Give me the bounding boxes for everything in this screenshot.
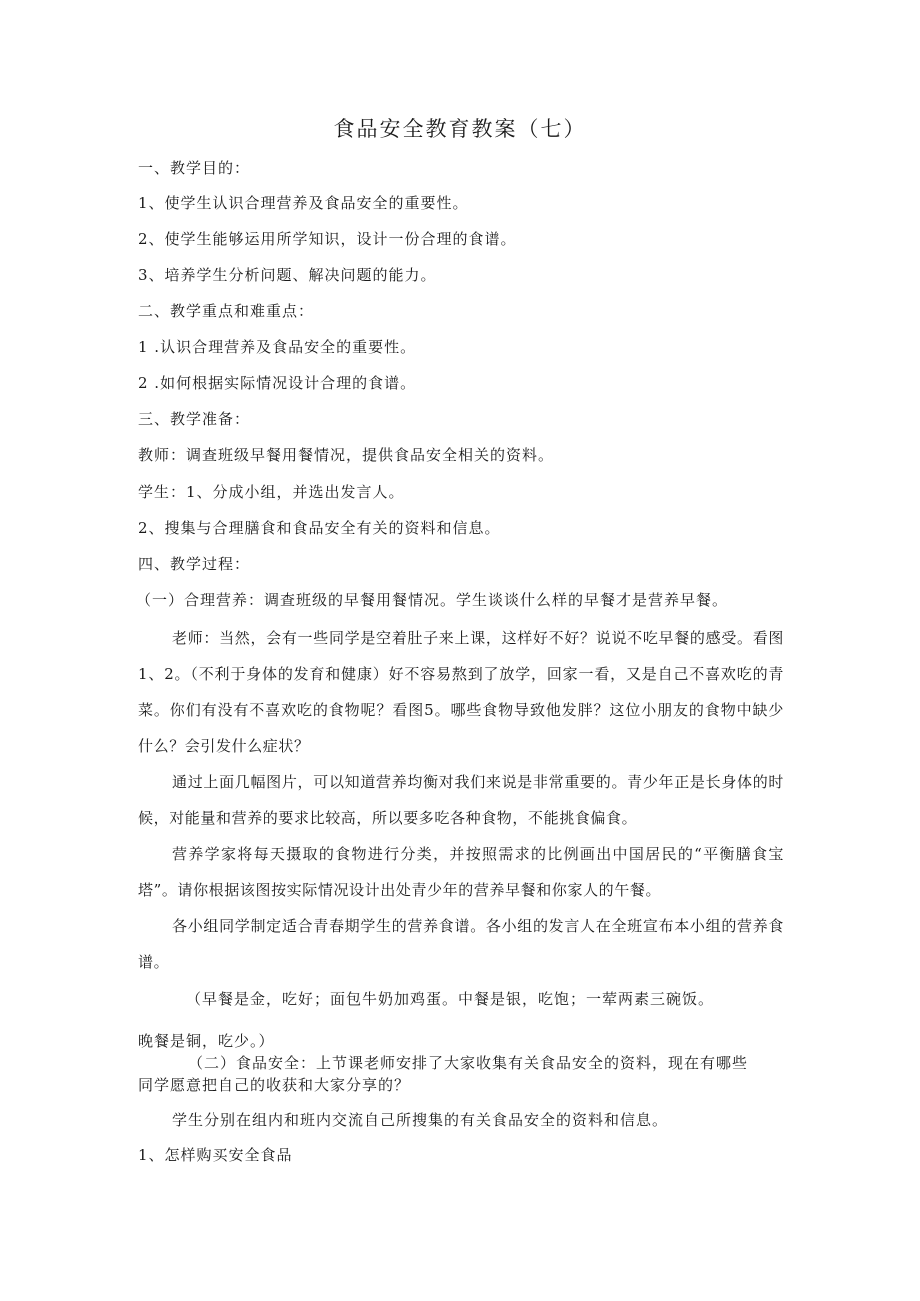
key-point-1: 1 .认识合理营养及食品安全的重要性。	[138, 338, 417, 356]
part2-line-2: 同学愿意把自己的收获和大家分享的？	[138, 1076, 411, 1094]
prep-student-1: 学生：1、分成小组，并选出发言人。	[138, 483, 405, 501]
section-heading-preparation: 三、教学准备：	[138, 410, 251, 428]
part2-line-1: （二）食品安全：上节课老师安排了大家收集有关食品安全的资料，现在有哪些	[188, 1054, 749, 1072]
section-heading-key-points: 二、教学重点和难重点：	[138, 302, 315, 320]
section-heading-goals: 一、教学目的：	[138, 159, 251, 177]
prep-teacher: 教师：调查班级早餐用餐情况，提供食品安全相关的资料。	[138, 446, 555, 464]
document-title: 食品安全教育教案（七）	[333, 117, 587, 141]
paragraph-exchange: 学生分别在组内和班内交流自己所搜集的有关食品安全的资料和信息。	[172, 1111, 669, 1129]
paragraph-teacher: 老师：当然，会有一些同学是空着肚子来上课，这样好不好？说说不吃早餐的感受。看图1、2。（不利于身体的发育和健康）好不容易熬到了放学，回家一看，又是自己不喜欢吃的青菜。你们有没有不喜欢吃的食物呢？看图5。哪些食物导致他发胖？这位小朋友的食物中缺少什么？会引发什么症状？	[138, 629, 784, 755]
dinner-line: 晚餐是铜，吃少。）	[138, 1032, 275, 1050]
goal-item-1: 1、使学生认识合理营养及食品安全的重要性。	[138, 194, 469, 212]
section-heading-process: 四、教学过程：	[138, 555, 251, 573]
goal-item-2: 2、使学生能够运用所学知识，设计一份合理的食谱。	[138, 230, 517, 248]
list-item-buy-safe-food: 1、怎样购买安全食品	[138, 1146, 293, 1164]
key-point-2: 2 .如何根据实际情况设计合理的食谱。	[138, 374, 417, 392]
paragraph-balance: 通过上面几幅图片，可以知道营养均衡对我们来说是非常重要的。青少年正是长身体的时候，对能量和营养的要求比较高，所以要多吃各种食物，不能挑食偏食。	[138, 773, 784, 827]
prep-student-2: 2、搜集与合理膳食和食品安全有关的资料和信息。	[138, 519, 501, 537]
paragraph-groups: 各小组同学制定适合青春期学生的营养食谱。各小组的发言人在全班宣布本小组的营养食谱。	[138, 917, 784, 971]
part1-heading: （一）合理营养：调查班级的早餐用餐情况。学生谈谈什么样的早餐才是营养早餐。	[136, 591, 729, 609]
paragraph-pagoda: 营养学家将每天摄取的食物进行分类，并按照需求的比例画出中国居民的“平衡膳食宝塔”。请你根据该图按实际情况设计出处青少年的营养早餐和你家人的午餐。	[138, 845, 784, 899]
breakfast-line: （早餐是金，吃好；面包牛奶加鸡蛋。中餐是银，吃饱；一荤两素三碗饭。	[186, 990, 715, 1008]
goal-item-3: 3、培养学生分析问题、解决问题的能力。	[138, 266, 437, 284]
